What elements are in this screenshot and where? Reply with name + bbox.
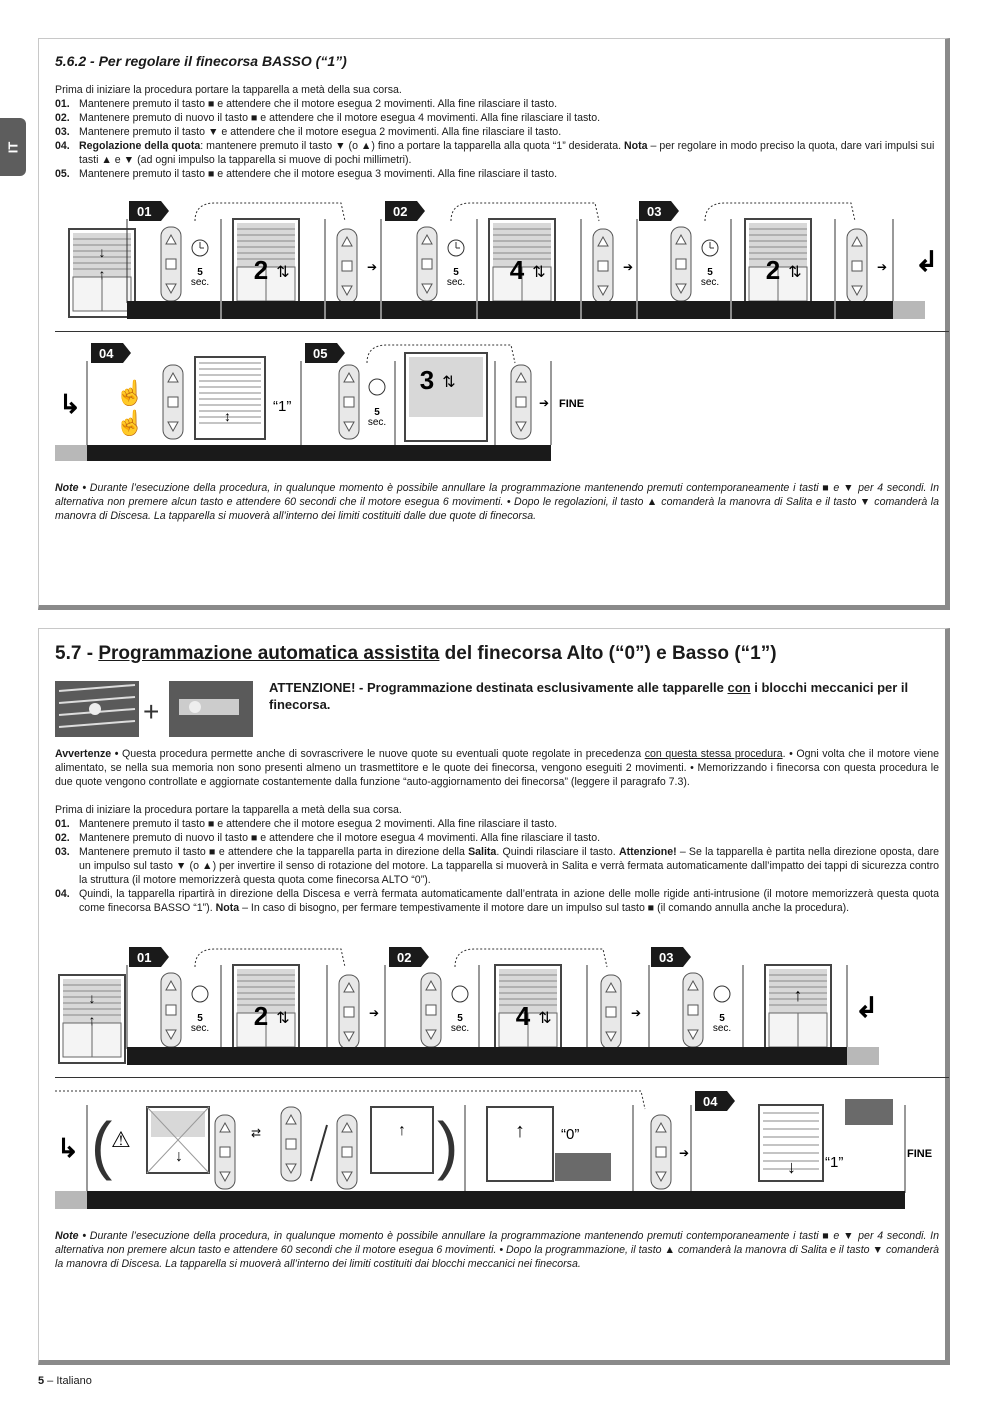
svg-text:sec.: sec.: [367, 417, 387, 428]
remote-icon: [161, 973, 181, 1047]
remote-icon: [163, 365, 183, 439]
procedure-diagram-row-2: [55, 1085, 941, 1211]
svg-text:5: 5: [197, 267, 203, 278]
svg-text:5: 5: [457, 1013, 463, 1024]
clock-icon: [702, 240, 718, 256]
svg-text:⇅: ⇅: [276, 1010, 290, 1027]
svg-text:➔: ➔: [631, 1006, 642, 1020]
svg-text:2: 2: [253, 1001, 269, 1031]
procedure-diagram-row-1: [55, 199, 941, 323]
svg-text:3: 3: [419, 365, 435, 395]
svg-text:5: 5: [197, 1013, 203, 1024]
step-label-02: [385, 201, 425, 221]
svg-text:05: 05: [313, 346, 328, 361]
step-04: 04. Regolazione della quota: mantenere premuto il tasto ▼ (o ▲) fino a portare la tapparella alla quota “1” desiderata. Nota – per regolare in modo preciso la quota, dare vari impulsi sui tasti ▲ e ▼ (ad ogni impulso la tapparella si muove di pochi millimetri).: [55, 140, 935, 166]
svg-text:): ): [437, 1109, 459, 1181]
svg-text:➔: ➔: [623, 260, 634, 274]
svg-text:4: 4: [509, 255, 525, 285]
step-label-04: [91, 343, 131, 363]
remote-icon: [593, 229, 613, 303]
procedure-diagram-row-1: [55, 945, 941, 1069]
svg-text:02: 02: [397, 950, 412, 965]
advice-text: Avvertenze • Questa procedura permette anche di sovrascrivere le nuove quote su eventuali quote regolate in precedenza con questa stessa procedura. • Ogni volta che il motore viene alimentato, se nella sua memoria non sono presenti almeno un trasmettitore e le quote dei finecorsa, vengono eseguiti 2 movimenti. • Memorizzando i finecorsa con questa procedura le due quote vengono controllate e aggiornate costantemente dalla funzione “auto-aggiornamento dei finecorsa” (leggere il paragrafo 7.3).: [55, 748, 939, 788]
svg-text:sec.: sec.: [700, 277, 720, 288]
step-02: 02. Mantenere premuto di nuovo il tasto ■ e attendere che il motore esegua 4 movimenti. Alla fine rilasciare il tasto.: [55, 832, 601, 844]
step-02: 02. Mantenere premuto di nuovo il tasto ■ e attendere che il motore esegua 4 movimenti. Alla fine rilasciare il tasto.: [55, 112, 601, 124]
fine-label: FINE: [907, 1148, 933, 1160]
step-label-02: [389, 947, 429, 967]
step-05: 05. Mantenere premuto il tasto ■ e attendere che il motore esegua 3 movimenti. Alla fine rilasciare il tasto.: [55, 168, 558, 180]
remote-icon: [337, 1115, 357, 1189]
step-label-05: [305, 343, 345, 363]
remote-icon: [281, 1107, 301, 1181]
svg-text:(: (: [91, 1109, 113, 1181]
step-03: 03. Mantenere premuto il tasto ▼ e attendere che il motore esegua 2 movimenti. Alla fine rilasciare il tasto.: [55, 126, 562, 138]
remote-icon: [511, 365, 531, 439]
svg-text:03: 03: [659, 950, 674, 965]
svg-text:2: 2: [765, 255, 781, 285]
svg-text:“0”: “0”: [561, 1126, 580, 1143]
continue-arrow-icon: ↲: [855, 992, 879, 1023]
step-01: 01. Mantenere premuto il tasto ■ e attendere che il motore esegua 2 movimenti. Alla fine rilasciare il tasto.: [55, 818, 558, 830]
language-tab: IT: [0, 118, 26, 176]
svg-text:↑: ↑: [398, 1122, 406, 1139]
fine-label: FINE: [559, 398, 585, 410]
svg-text:sec.: sec.: [450, 1023, 470, 1034]
svg-text:↓: ↓: [88, 990, 96, 1006]
svg-text:sec.: sec.: [712, 1023, 732, 1034]
svg-text:↓: ↓: [98, 244, 106, 260]
continue-arrow-icon: ↲: [915, 246, 939, 277]
divider: [55, 331, 949, 332]
procedure-text: [55, 803, 939, 915]
step-label-01: [129, 947, 169, 967]
remote-icon: [671, 227, 691, 301]
svg-text:➔: ➔: [367, 260, 378, 274]
svg-text:➔: ➔: [369, 1006, 380, 1020]
note-text: Note • Durante l’esecuzione della procedura, in qualunque momento è possibile annullare la programmazione mantenendo premuti contemporaneamente i tasti ■ e ▼ per 4 secondi. In alternativa non premere alcun tasto e attendere 60 secondi che il motore esegua 6 movimenti. • Dopo la programmazione, il tasto ▲ comanderà la manovra di Salita e il tasto ▼ comanderà la manovra di Discesa. La tapparella si muoverà all’interno dei limiti costituiti dai blocchi meccanici nei finecorsa.: [55, 1230, 939, 1270]
continue-arrow-icon: ↳: [57, 1133, 79, 1163]
clock-icon: [192, 240, 208, 256]
shutter-icon: [765, 965, 831, 1053]
svg-text:↑: ↑: [793, 985, 803, 1005]
step-label-03: [639, 201, 679, 221]
svg-text:sec.: sec.: [446, 277, 466, 288]
remote-icon: [339, 975, 359, 1049]
step-label-04: [695, 1091, 735, 1111]
svg-text:02: 02: [393, 204, 408, 219]
svg-text:☝: ☝: [115, 380, 145, 407]
svg-text:⇅: ⇅: [276, 264, 290, 281]
warning-text: ATTENZIONE! - Programmazione destinata esclusivamente alle tapparelle con i blocchi meccanici per il finecorsa.: [269, 680, 909, 712]
svg-text:↓: ↓: [787, 1157, 796, 1177]
procedure-diagram-row-2: [55, 341, 615, 463]
svg-text:5: 5: [374, 407, 380, 418]
svg-text:➔: ➔: [679, 1146, 690, 1160]
svg-text:01: 01: [137, 950, 152, 965]
intro-text: Prima di iniziare la procedura portare la tapparella a metà della sua corsa.: [55, 804, 402, 816]
svg-text:⇅: ⇅: [532, 264, 546, 281]
remote-icon: [651, 1115, 671, 1189]
svg-text:5: 5: [719, 1013, 725, 1024]
continue-arrow-icon: ↳: [59, 389, 81, 419]
intro-text: Prima di iniziare la procedura portare la tapparella a metà della sua corsa.: [55, 84, 402, 96]
remote-icon: [161, 227, 181, 301]
svg-text:↓: ↓: [175, 1148, 183, 1165]
svg-text:01: 01: [137, 204, 152, 219]
svg-text:03: 03: [647, 204, 662, 219]
mechanical-blocks-illustration: [55, 681, 255, 737]
clock-icon: [448, 240, 464, 256]
svg-text:↑: ↑: [88, 1012, 96, 1028]
remote-icon: [339, 365, 359, 439]
remote-icon: [601, 975, 621, 1049]
step-label-01: [129, 201, 169, 221]
section-title: 5.6.2 - Per regolare il finecorsa BASSO (“1”): [55, 53, 347, 69]
section-5-7-panel: [38, 628, 950, 1365]
note-text: Note • Durante l’esecuzione della procedura, in qualunque momento è possibile annullare la programmazione mantenendo premuti contemporaneamente i tasti ■ e ▼ per 4 secondi. In alternativa non premere alcun tasto e attendere 60 secondi che il motore esegua 6 movimenti. • Dopo le regolazioni, il tasto ▲ comanderà la manovra di Salita e il tasto ▼ comanderà la manovra di Discesa. La tapparella si muoverà all’interno dei limiti costituiti dalle due quote di finecorsa.: [55, 482, 939, 522]
svg-text:5: 5: [707, 267, 713, 278]
remote-icon: [847, 229, 867, 303]
page-footer: 5 – Italiano: [38, 1375, 92, 1387]
remote-icon: [215, 1115, 235, 1189]
svg-text:sec.: sec.: [190, 1023, 210, 1034]
svg-text:04: 04: [703, 1094, 718, 1109]
svg-text:⇅: ⇅: [788, 264, 802, 281]
step-04: 04. Quindi, la tapparella ripartirà in direzione della Discesa e verrà fermata automaticamente dall’entrata in azione delle molle rigide anti-intrusione (il motore memorizzerà questa quota come finecorsa BASSO “1”). Nota – In caso di bisogno, per fermare tempestivamente il motore dare un impulso sul tasto ■ (il comando annulla anche la procedura).: [55, 888, 939, 914]
svg-text:5: 5: [453, 267, 459, 278]
svg-text:☝: ☝: [115, 410, 145, 437]
svg-text:↑: ↑: [515, 1120, 525, 1142]
svg-text:↑: ↑: [98, 266, 106, 282]
svg-text:➔: ➔: [539, 396, 550, 410]
step-01: 01. Mantenere premuto il tasto ■ e attendere che il motore esegua 2 movimenti. Alla fine rilasciare il tasto.: [55, 98, 558, 110]
svg-text:“1”: “1”: [273, 398, 292, 415]
svg-text:↕: ↕: [224, 408, 231, 424]
section-5-6-2-panel: [38, 38, 950, 610]
svg-text:⇅: ⇅: [538, 1010, 552, 1027]
remote-icon: [417, 227, 437, 301]
warning-icon: ⚠: [111, 1127, 131, 1152]
svg-text:“1”: “1”: [825, 1154, 844, 1171]
svg-text:+: +: [143, 696, 160, 727]
divider: [55, 1077, 949, 1078]
svg-text:4: 4: [515, 1001, 531, 1031]
svg-text:➔: ➔: [877, 260, 888, 274]
step-03: 03. Mantenere premuto il tasto ■ e attendere che la tapparella parta in direzione della Salita. Quindi rilasciare il tasto. Attenzione! – Se la tapparella è partita nella direzione oposta, dare un impulso sul tasto ▼ (o ▲) per invertire il senso di rotazione del motore. La tapparella si muoverà in Salita e verrà fermata automaticamente dall’impatto dei tappi di sicurezza contro la struttura (il motore memorizzerà questa quota come finecorsa ALTO “0”).: [55, 846, 939, 886]
svg-text:sec.: sec.: [190, 277, 210, 288]
section-title: 5.7 - Programmazione automatica assistita del finecorsa Alto (“0”) e Basso (“1”): [55, 643, 777, 664]
remote-icon: [337, 229, 357, 303]
procedure-text: [55, 83, 939, 181]
svg-text:2: 2: [253, 255, 269, 285]
svg-text:04: 04: [99, 346, 114, 361]
svg-text:⇅: ⇅: [442, 374, 456, 391]
remote-icon: [683, 973, 703, 1047]
step-label-03: [651, 947, 691, 967]
svg-text:⇄: ⇄: [251, 1126, 262, 1140]
remote-icon: [421, 973, 441, 1047]
